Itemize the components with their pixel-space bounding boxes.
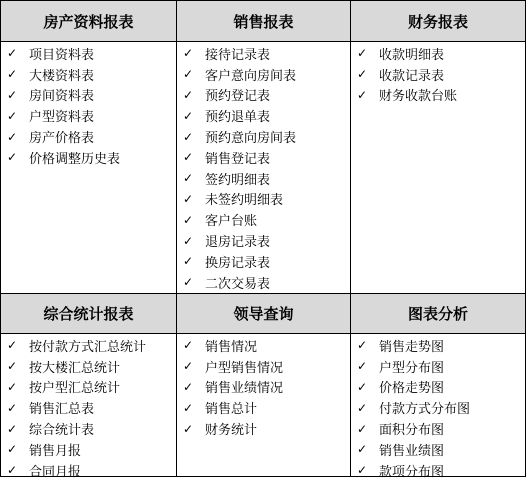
report-item-label: 项目资料表 — [29, 47, 95, 63]
report-item — [177, 335, 350, 356]
checkmark-icon: ✓ — [7, 150, 18, 165]
report-item-label: 户型分布图 — [379, 360, 445, 376]
checkmark-icon: ✓ — [183, 400, 194, 415]
report-item-label: 预约意向房间表 — [205, 131, 297, 147]
checkmark-icon: ✓ — [7, 129, 18, 144]
report-item — [1, 397, 176, 418]
report-item-label: 房间资料表 — [29, 89, 95, 105]
report-item-label: 户型资料表 — [29, 110, 95, 126]
checkmark-icon: ✓ — [183, 108, 194, 123]
report-item — [1, 356, 176, 377]
report-item-label: 大楼资料表 — [29, 68, 95, 84]
section-item-list — [177, 334, 351, 476]
section-header — [351, 294, 525, 334]
report-item-label: 合同月报 — [29, 464, 82, 480]
report-item — [351, 418, 525, 439]
checkmark-icon: ✓ — [357, 400, 368, 415]
section-item-list — [351, 42, 525, 294]
section-item-list — [177, 42, 351, 294]
checkmark-icon: ✓ — [183, 87, 194, 102]
section-title: 图表分析 — [407, 305, 468, 323]
report-item — [351, 377, 525, 398]
checkmark-icon: ✓ — [183, 129, 194, 144]
report-item — [177, 126, 350, 147]
checkmark-icon: ✓ — [183, 254, 194, 269]
report-item — [177, 189, 350, 210]
report-item-label: 销售业绩情况 — [205, 381, 284, 397]
report-item — [351, 397, 525, 418]
report-item — [177, 418, 350, 439]
checkmark-icon: ✓ — [183, 275, 194, 290]
report-item-label: 财务收款台账 — [379, 89, 458, 105]
checkmark-icon: ✓ — [357, 87, 368, 102]
checkmark-icon: ✓ — [7, 442, 18, 457]
report-item-label: 按付款方式汇总统计 — [29, 339, 147, 355]
report-item-label: 预约退单表 — [205, 110, 271, 126]
section-title: 财务报表 — [407, 12, 468, 31]
checkmark-icon: ✓ — [7, 46, 18, 61]
report-item-label: 客户台账 — [205, 214, 258, 230]
report-item-label: 按大楼汇总统计 — [29, 360, 121, 376]
report-item-label: 价格调整历史表 — [29, 151, 121, 167]
report-item-label: 未签约明细表 — [205, 193, 284, 209]
report-item-label: 签约明细表 — [205, 172, 271, 188]
section-header — [1, 1, 177, 42]
report-item-label: 换房记录表 — [205, 255, 271, 271]
section-header — [351, 1, 525, 42]
report-item — [177, 356, 350, 377]
checkmark-icon: ✓ — [7, 67, 18, 82]
report-item-label: 款项分布图 — [379, 464, 445, 480]
checkmark-icon: ✓ — [183, 67, 194, 82]
report-item — [177, 397, 350, 418]
report-item — [177, 105, 350, 126]
section-title: 房产资料报表 — [43, 12, 134, 31]
report-item-label: 销售汇总表 — [29, 402, 95, 418]
checkmark-icon: ✓ — [7, 87, 18, 102]
report-item-label: 销售登记表 — [205, 151, 271, 167]
section-title: 综合统计报表 — [43, 305, 134, 323]
report-item — [351, 85, 525, 106]
checkmark-icon: ✓ — [183, 150, 194, 165]
checkmark-icon: ✓ — [183, 212, 194, 227]
report-item — [177, 272, 350, 293]
report-item-label: 客户意向房间表 — [205, 68, 297, 84]
checkmark-icon: ✓ — [357, 379, 368, 394]
checkmark-icon: ✓ — [7, 421, 18, 436]
report-item-label: 接待记录表 — [205, 47, 271, 63]
checkmark-icon: ✓ — [7, 108, 18, 123]
report-item — [1, 64, 176, 85]
checkmark-icon: ✓ — [183, 171, 194, 186]
checkmark-icon: ✓ — [357, 442, 368, 457]
section-item-list — [351, 334, 525, 480]
report-item-label: 房产价格表 — [29, 131, 95, 147]
report-item-label: 销售业绩图 — [379, 443, 445, 459]
report-item-label: 综合统计表 — [29, 423, 95, 439]
section-title: 领导查询 — [233, 305, 294, 323]
report-item — [351, 460, 525, 481]
report-item-label: 销售月报 — [29, 443, 82, 459]
report-item — [177, 85, 350, 106]
checkmark-icon: ✓ — [357, 359, 368, 374]
report-item — [351, 439, 525, 460]
report-item — [177, 209, 350, 230]
checkmark-icon: ✓ — [357, 338, 368, 353]
report-item — [177, 43, 350, 64]
checkmark-icon: ✓ — [183, 191, 194, 206]
section-title: 销售报表 — [233, 12, 294, 31]
report-item-label: 面积分布图 — [379, 423, 445, 439]
report-item — [351, 356, 525, 377]
checkmark-icon: ✓ — [7, 400, 18, 415]
report-item — [1, 377, 176, 398]
report-item — [1, 126, 176, 147]
section-item-list — [1, 42, 177, 294]
report-item-label: 付款方式分布图 — [379, 402, 471, 418]
checkmark-icon: ✓ — [7, 463, 18, 478]
report-item — [1, 43, 176, 64]
report-item-label: 收款记录表 — [379, 68, 445, 84]
report-item — [177, 251, 350, 272]
section-header — [177, 294, 351, 334]
report-item-label: 销售情况 — [205, 339, 258, 355]
checkmark-icon: ✓ — [183, 379, 194, 394]
checkmark-icon: ✓ — [357, 421, 368, 436]
report-item — [1, 460, 176, 481]
checkmark-icon: ✓ — [357, 67, 368, 82]
report-item — [1, 439, 176, 460]
report-item-label: 销售总计 — [205, 402, 258, 418]
checkmark-icon: ✓ — [183, 46, 194, 61]
section-header — [177, 1, 351, 42]
report-item — [351, 335, 525, 356]
checkmark-icon: ✓ — [183, 233, 194, 248]
report-item-label: 退房记录表 — [205, 235, 271, 251]
report-item — [351, 64, 525, 85]
section-header — [1, 294, 177, 334]
checkmark-icon: ✓ — [183, 338, 194, 353]
checkmark-icon: ✓ — [183, 421, 194, 436]
report-item — [177, 64, 350, 85]
report-item — [351, 43, 525, 64]
checkmark-icon: ✓ — [7, 379, 18, 394]
report-item-label: 按户型汇总统计 — [29, 381, 121, 397]
report-item-label: 财务统计 — [205, 423, 258, 439]
report-item-label: 户型销售情况 — [205, 360, 284, 376]
report-item — [1, 147, 176, 168]
report-item — [177, 147, 350, 168]
checkmark-icon: ✓ — [357, 46, 368, 61]
checkmark-icon: ✓ — [183, 359, 194, 374]
report-item-label: 收款明细表 — [379, 47, 445, 63]
report-item — [1, 105, 176, 126]
report-item-label: 价格走势图 — [379, 381, 445, 397]
report-item-label: 销售走势图 — [379, 339, 445, 355]
report-item — [177, 168, 350, 189]
report-item — [1, 335, 176, 356]
checkmark-icon: ✓ — [7, 359, 18, 374]
checkmark-icon: ✓ — [7, 338, 18, 353]
section-item-list — [1, 334, 177, 480]
report-item-label: 预约登记表 — [205, 89, 271, 105]
report-item — [177, 230, 350, 251]
report-item-label: 二次交易表 — [205, 276, 271, 292]
checkmark-icon: ✓ — [357, 463, 368, 478]
report-item — [1, 85, 176, 106]
report-item — [1, 418, 176, 439]
report-item — [177, 377, 350, 398]
